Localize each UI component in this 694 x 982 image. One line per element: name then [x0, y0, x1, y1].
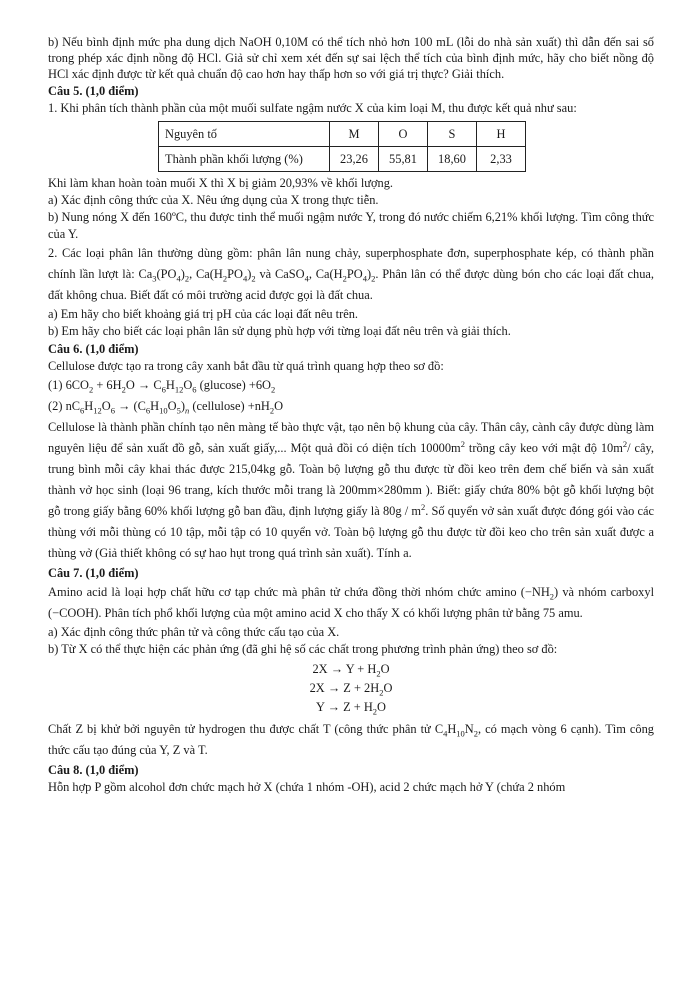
q6-heading: Câu 6. (1,0 điểm) — [48, 342, 139, 356]
q8-intro: Hỗn hợp P gồm alcohol đơn chức mạch hở X (chứa 1 nhóm -OH), acid 2 chức mạch hở Y (chứa 2 nhóm — [48, 780, 566, 794]
equation-cellulose: (2) $nC_6H_{12}O_6 \to (C_6H_{10}O_5)_n$ (cellulose) $+nH_2O$ — [48, 399, 284, 416]
q8-heading: Câu 8. (1,0 điểm) — [48, 763, 139, 777]
table-header-cell: S — [428, 122, 477, 147]
table-cell: 18,60 — [428, 147, 477, 172]
q6-body: Cellulose là thành phần chính tạo nên màng tế bào thực vật, tạo nên bộ khung của cây. Thân cây, cành cây được dùng làm nguyên liệu để sản xuất đồ gỗ, sản xuất giấy,... Một quả đồi có diện tích $10000m^2$ trồng cây keo với mật độ $10m^2/$ cây, trung bình mỗi cây khai thác được 215,04kg gỗ. Toàn bộ lượng gỗ thu được từ đồi keo trên đem chế biến và sản xuất thành vở học sinh (loại 96 trang, kích thước mỗi trang là 200mm×280mm ). Biết: giấy chứa 80% bột gỗ khối lượng bột gỗ trong giấy bằng 60% khối lượng gỗ ban đầu, định lượng giấy là $80g / m^2$. Số quyển vở sản xuất được đóng gói vào các thùng với mỗi thùng có 10 tập, mỗi tập có 10 quyển vở. Toàn bộ lượng gỗ thu được từ đồi keo cho trên sản xuất được a thùng vở (Giả thiết không có sự hao hụt trong quá trình sản xuất). Tính a. — [48, 420, 654, 560]
reaction-scheme — [48, 660, 654, 717]
composition-table — [158, 121, 526, 172]
q5-dehydration-text: Khi làm khan hoàn toàn muối X thì X bị giảm 20,93% về khối lượng. — [48, 176, 394, 190]
q6-intro: Cellulose được tạo ra trong cây xanh bắt đầu từ quá trình quang hợp theo sơ đồ: — [48, 359, 444, 373]
q7-intro: Amino acid là loại hợp chất hữu cơ tạp chức mà phân tử chứa đồng thời nhóm chức amino $(-NH_2)$ và nhóm carboxyl (−COOH). Phân tích phổ khối lượng của một amino acid X cho thấy X có khối lượng phân tử bằng 75 amu. — [48, 585, 655, 620]
formula-caso4: CaSO$_4$, $Ca(H_2PO_4)_2$ — [274, 267, 376, 284]
q5-part1: 1. Khi phân tích thành phần của một muối sulfate ngậm nước X của kim loại M, thu được kết quả như sau: — [48, 101, 577, 115]
table-row — [159, 147, 526, 172]
reaction-2: $2X \to Z + 2H_2O$ — [309, 681, 393, 698]
table-header-row — [159, 122, 526, 147]
table-cell: 2,33 — [477, 147, 526, 172]
q7-part-t: Chất Z bị khử bởi nguyên tử hydrogen thu được chất T (công thức phân tử $C_4H_{10}N_2$, có mạch vòng 6 cạnh). Tìm công thức cấu tạo đúng của Y, Z và T. — [48, 722, 654, 757]
q5-question-2a: a) Em hãy cho biết khoảng giá trị pH của các loại đất nêu trên. — [48, 307, 358, 321]
table-cell: Thành phần khối lượng (%) — [159, 147, 330, 172]
q7-question-a: a) Xác định công thức phân tử và công thức cấu tạo của X. — [48, 625, 340, 639]
formula-amino: $(-NH_2)$ — [520, 585, 559, 602]
reaction-1: $2X \to Y + H_2O$ — [312, 662, 390, 679]
q7-question-b: b) Từ X có thể thực hiện các phản ứng (đã ghi hệ số các chất trong phương trình phản ứng) theo sơ đồ: — [48, 642, 558, 656]
q5-question-2b: b) Em hãy cho biết các loại phân lân sử dụng phù hợp với từng loại đất nêu trên và giải thích. — [48, 324, 511, 338]
equation-photosynthesis: (1) $6CO_2 + 6H_2O \to C_6H_{12}O_6$ $(glucose) +6O_2$ — [48, 378, 276, 395]
table-header-cell: H — [477, 122, 526, 147]
table-cell: 23,26 — [330, 147, 379, 172]
table-header-cell: M — [330, 122, 379, 147]
table-header-cell: Nguyên tố — [159, 122, 330, 147]
q5-heading: Câu 5. (1,0 điểm) — [48, 84, 139, 98]
q7-heading: Câu 7. (1,0 điểm) — [48, 566, 139, 580]
table-cell: 55,81 — [379, 147, 428, 172]
formula-carboxyl: (−COOH) — [48, 606, 99, 620]
table-header-cell: O — [379, 122, 428, 147]
q5-question-b: b) Nung nóng X đến 160ºC, thu được tinh thể muối ngậm nước Y, trong đó nước chiếm 6,21% khối lượng. Tìm công thức của Y. — [48, 210, 654, 241]
formula-c4h10n2: $C_4H_{10}N_2$ — [434, 722, 478, 739]
q4b-paragraph: b) Nếu bình định mức pha dung dịch NaOH 0,10M có thể tích nhỏ hơn 100 mL (lỗi do nhà sản xuất) thì dẫn đến sai số trong phép xác định nồng độ HCl. Giả sử chỉ xem xét đến sự sai lệch thể tích của bình định mức, hãy cho biết nồng độ HCl xác định được từ kết quả chuẩn độ cao hơn hay thấp hơn so với giá trị thực? Giải thích. — [48, 35, 654, 81]
reaction-3: $Y \to Z + H_2O$ — [316, 700, 386, 717]
q5-part2: 2. Các loại phân lân thường dùng gồm: phân lân nung chảy, superphosphate đơn, superphosphate kép, có thành phần chính lần lượt là: $Ca_3(PO_4)_2$, $Ca(H_2PO_4)_2$ và CaSO$_4$, $Ca(H_2PO_4)_2$. Phân lân có thể được dùng bón cho các loại đất chua, đất không chua. Biết đất có môi trường acid được gọi là đất chua. — [48, 246, 654, 302]
q5-question-a: a) Xác định công thức của X. Nêu ứng dụng của X trong thực tiễn. — [48, 193, 379, 207]
formula-ca3po42: $Ca_3(PO_4)_2$, $Ca(H_2PO_4)_2$ — [138, 267, 256, 284]
